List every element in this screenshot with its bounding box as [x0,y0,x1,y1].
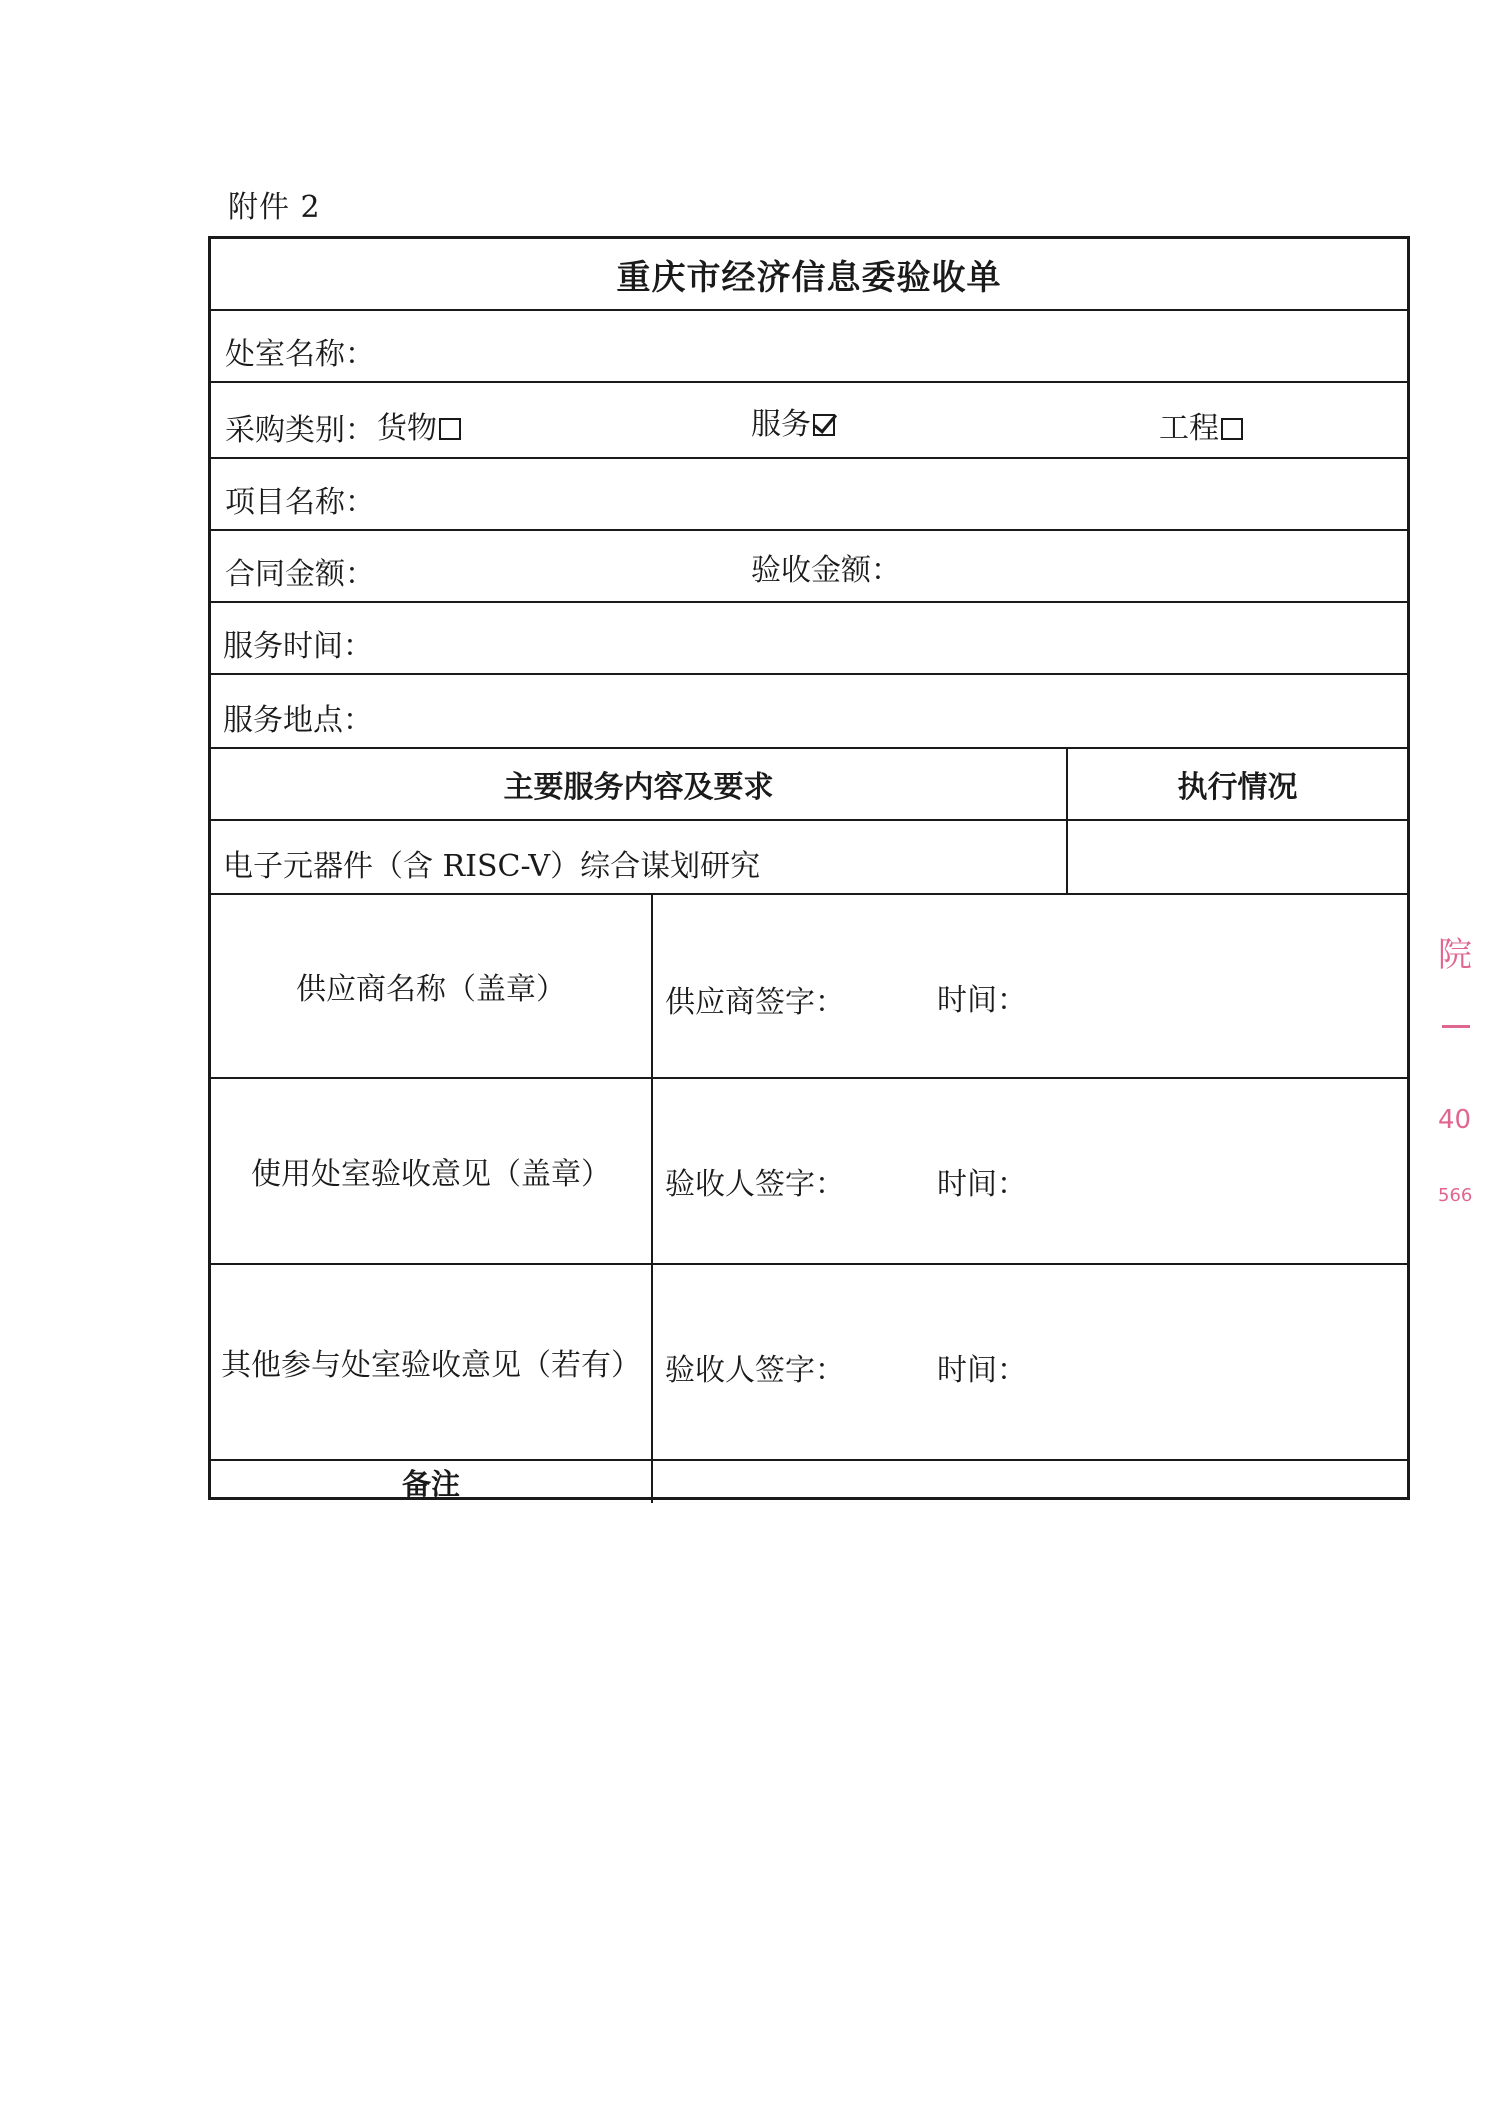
project-name-label: 项目名称： [225,485,375,520]
seal-char-1: 院 [1438,935,1472,975]
procurement-row [211,383,1407,459]
engineering-label: 工程 [1159,411,1219,446]
department-row [211,311,1407,383]
procurement-option-service[interactable] [751,399,835,443]
status-cell [1068,821,1407,893]
amount-row [211,531,1407,603]
attachment-label: 附件 2 [228,190,321,225]
engineering-checkbox-icon[interactable] [1221,418,1243,440]
supplier-signer-label: 供应商签字： [665,985,845,1020]
content-cell [211,821,1068,893]
other-time-label: 时间： [937,1353,1027,1388]
form-title: 重庆市经济信息委验收单 [616,257,1002,298]
content-item: 电子元器件（含 RISC-V）综合谋划研究 [223,849,761,884]
procurement-option-engineering[interactable] [1159,403,1243,447]
department-signer-label: 验收人签字： [665,1167,845,1202]
service-time-label: 服务时间： [223,629,373,664]
form-title-row [211,239,1407,311]
department-time-label: 时间： [937,1167,1027,1202]
signature-row-department [211,1079,1407,1265]
remarks-row [211,1461,1407,1503]
goods-checkbox-icon[interactable] [439,418,461,440]
service-time-row [211,603,1407,675]
service-location-row [211,675,1407,749]
seal-char-3: 40 [1438,1105,1472,1135]
signature-row-other [211,1265,1407,1461]
acceptance-amount-label: 验收金额： [751,553,901,588]
content-header-row [211,749,1407,821]
content-header: 主要服务内容及要求 [211,749,1068,819]
service-label: 服务 [751,407,811,442]
remarks-value-cell [653,1461,1407,1503]
project-name-row [211,459,1407,531]
goods-label: 货物 [377,411,437,446]
signature-row-supplier [211,895,1407,1079]
other-signer-label: 验收人签字： [665,1353,845,1388]
department-opinion-label: 使用处室验收意见（盖章） [211,1079,653,1263]
remarks-label: 备注 [211,1461,653,1503]
department-label: 处室名称： [225,337,375,372]
status-header: 执行情况 [1177,770,1298,805]
supplier-time-label: 时间： [937,983,1027,1018]
red-seal-fragment [1438,935,1478,1235]
procurement-option-goods[interactable] [377,403,461,447]
contract-amount-label: 合同金额： [225,557,375,592]
supplier-name-label: 供应商名称（盖章） [211,895,653,1077]
content-row [211,821,1407,895]
acceptance-form [208,236,1410,1500]
service-location-label: 服务地点： [223,703,373,738]
seal-char-4: 566 [1438,1185,1473,1206]
seal-stroke [1442,1025,1470,1028]
procurement-label: 采购类别： [225,413,375,448]
other-department-opinion-label: 其他参与处室验收意见（若有） [211,1265,653,1459]
service-checkbox-checked-icon[interactable] [813,414,835,436]
